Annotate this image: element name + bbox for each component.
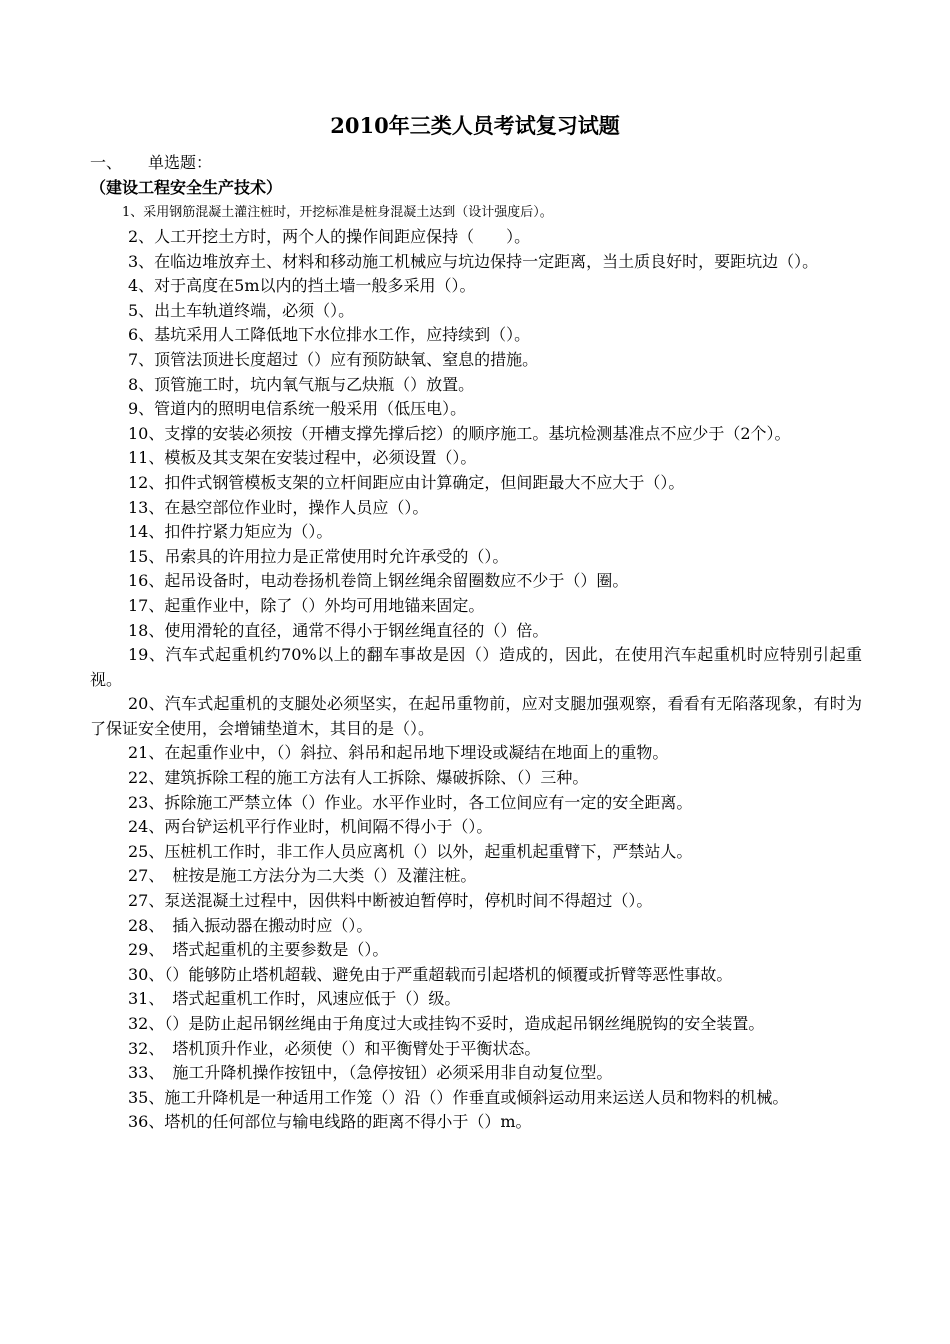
question-item: 35、施工升降机是一种适用工作笼（）沿（）作垂直或倾斜运动用来运送人员和物料的机械。 — [128, 1087, 789, 1107]
question-item: 6、基坑采用人工降低地下水位排水工作，应持续到（）。 — [128, 325, 531, 345]
question-item: 4、对于高度在5m以内的挡土墙一般多采用（）。 — [128, 276, 476, 296]
question-item: 29、 塔式起重机的主要参数是（）。 — [128, 940, 389, 960]
question-item: 16、起吊设备时，电动卷扬机卷筒上钢丝绳余留圈数应不少于（）圈。 — [128, 571, 629, 591]
question-item: 23、拆除施工严禁立体（）作业。水平作业时，各工位间应有一定的安全距离。 — [128, 792, 693, 812]
question-item: 32、（）是防止起吊钢丝绳由于角度过大或挂钩不妥时，造成起吊钢丝绳脱钩的安全装置。 — [128, 1014, 765, 1033]
question-item: 25、压桩机工作时，非工作人员应离机（）以外，起重机起重臂下，严禁站人。 — [128, 841, 693, 861]
question-item: 36、塔机的任何部位与输电线路的距离不得小于（）m。 — [128, 1112, 532, 1132]
question-item: 17、起重作业中，除了（）外均可用地锚来固定。 — [128, 595, 485, 615]
question-item: 8、顶管施工时，坑内氧气瓶与乙炔瓶（）放置。 — [128, 374, 475, 394]
question-item: 3、在临边堆放弃土、材料和移动施工机械应与坑边保持一定距离，当土质良好时，要距坑边（）。 — [128, 251, 819, 271]
question-item: 24、两台铲运机平行作业时，机间隔不得小于（）。 — [128, 817, 493, 837]
question-item: 14、扣件拧紧力矩应为（）。 — [128, 522, 333, 542]
question-item: 27、泵送混凝土过程中，因供料中断被迫暂停时，停机时间不得超过（）。 — [128, 891, 653, 911]
section-number: 一、 — [90, 153, 123, 172]
question-item: 28、 插入振动器在搬动时应（）。 — [128, 915, 373, 935]
question-item: 19、汽车式起重机约70%以上的翻车事故是因（）造成的，因此，在使用汽车起重机时应特别引起重视。 — [90, 645, 862, 689]
document-title: 2010年三类人员考试复习试题 — [330, 113, 620, 138]
question-list — [90, 201, 862, 1135]
question-item: 11、模板及其支架在安装过程中，必须设置（）。 — [128, 448, 477, 468]
question-item: 22、建筑拆除工程的施工方法有人工拆除、爆破拆除、（）三种。 — [128, 768, 589, 788]
question-item: 2、人工开挖土方时，两个人的操作间距应保持（ ）。 — [128, 227, 531, 246]
question-item: 31、 塔式起重机工作时，风速应低于（）级。 — [128, 989, 461, 1009]
section-heading — [90, 151, 212, 175]
question-item: 27、 桩按是施工方法分为二大类（）及灌注桩。 — [128, 866, 477, 886]
section-label: 单选题： — [148, 153, 213, 172]
question-item: 7、顶管法顶进长度超过（）应有预防缺氧、窒息的措施。 — [128, 349, 539, 369]
question-item: 10、支撑的安装必须按（开槽支撑先撑后挖）的顺序施工。基坑检测基准点不应少于（2个）。 — [128, 423, 791, 443]
question-item: 33、 施工升降机操作按钮中，（急停按钮）必须采用非自动复位型。 — [128, 1063, 613, 1083]
question-item: 1、采用钢筋混凝土灌注桩时，开挖标准是桩身混凝土达到（设计强度后）。 — [122, 205, 553, 220]
question-item: 20、汽车式起重机的支腿处必须坚实，在起吊重物前，应对支腿加强观察，看看有无陷落现象，有时为了保证安全使用，会增铺垫道木，其目的是（）。 — [90, 694, 862, 738]
question-item: 32、 塔机顶升作业，必须使（）和平衡臂处于平衡状态。 — [128, 1038, 541, 1058]
subsection-heading: （建设工程安全生产技术） — [90, 178, 283, 197]
question-item: 9、管道内的照明电信系统一般采用（低压电）。 — [128, 399, 467, 419]
question-item: 30、（）能够防止塔机超载、避免由于严重超载而引起塔机的倾覆或折臂等恶性事故。 — [128, 964, 733, 984]
question-item: 18、使用滑轮的直径，通常不得小于钢丝绳直径的（）倍。 — [128, 620, 549, 640]
question-item: 5、出土车轨道终端，必须（）。 — [128, 300, 355, 320]
question-item: 15、吊索具的许用拉力是正常使用时允许承受的（）。 — [128, 546, 509, 566]
question-item: 13、在悬空部位作业时，操作人员应（）。 — [128, 497, 429, 517]
question-item: 21、在起重作业中，（）斜拉、斜吊和起吊地下埋设或凝结在地面上的重物。 — [128, 743, 669, 763]
question-item: 12、扣件式钢管模板支架的立杆间距应由计算确定，但间距最大不应大于（）。 — [128, 472, 685, 492]
